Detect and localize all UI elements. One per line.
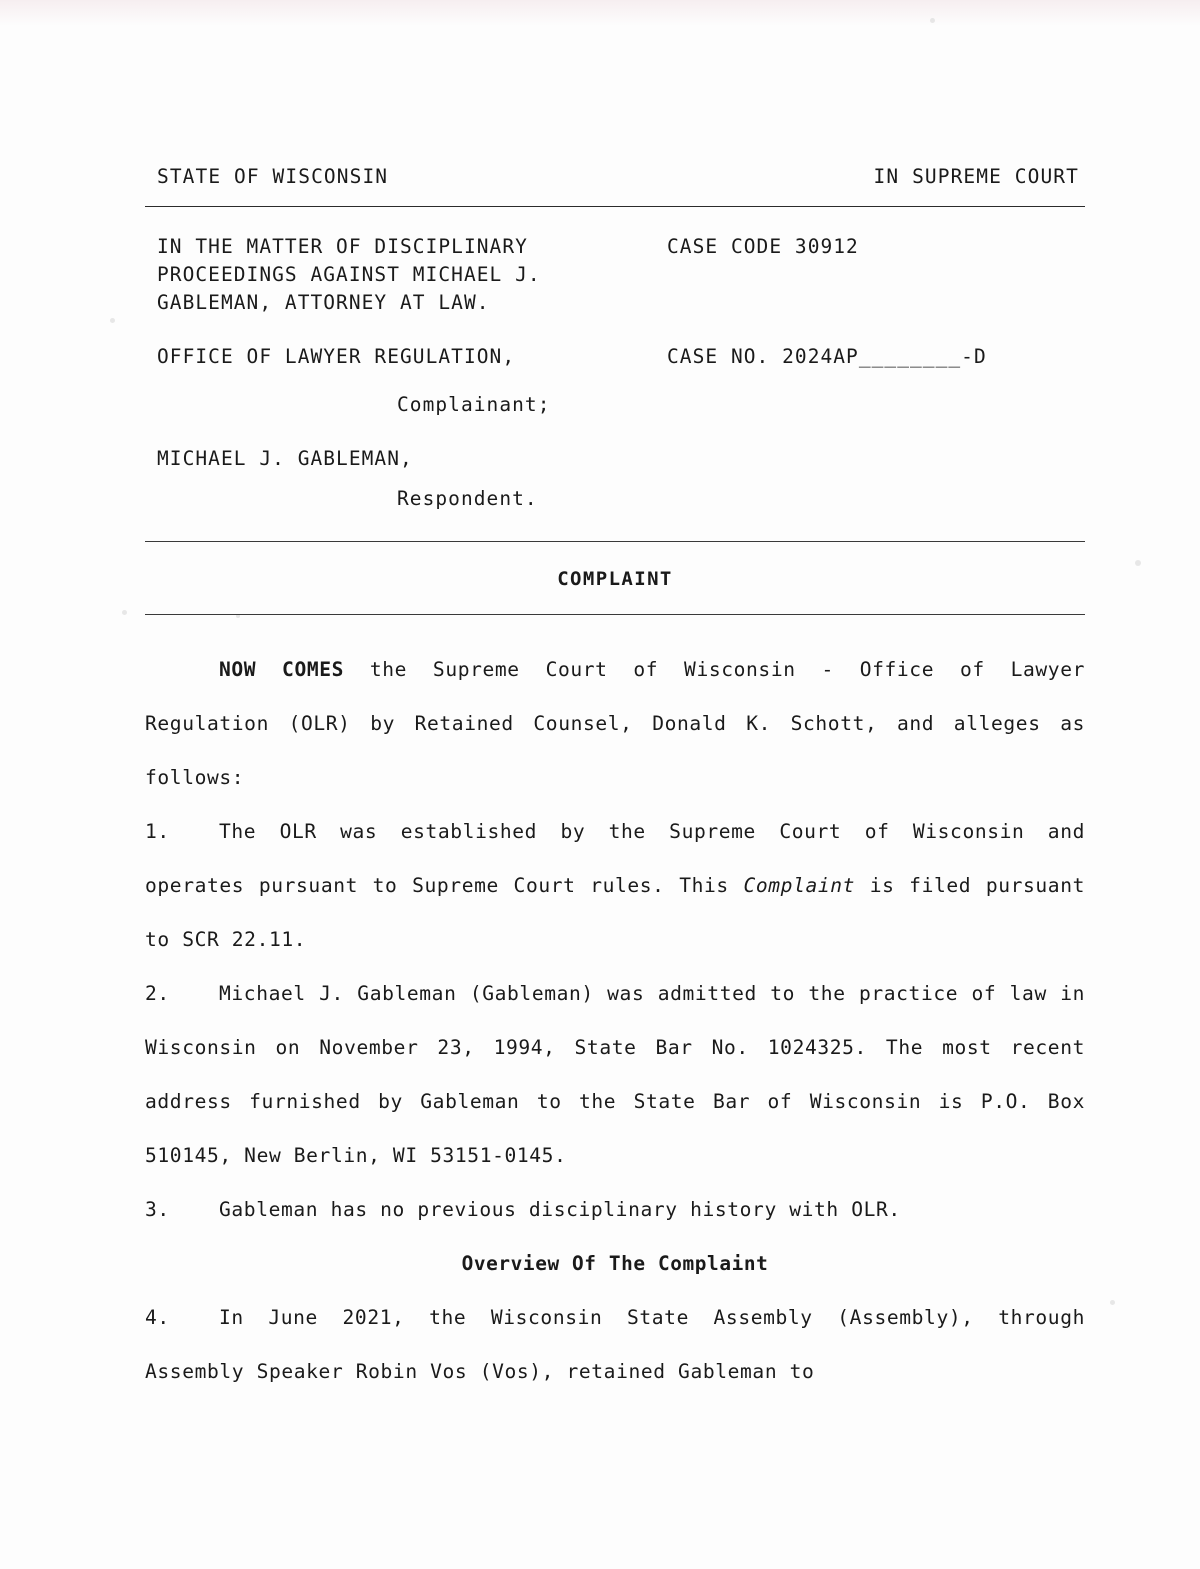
paragraph-text: In June 2021, the Wisconsin State Assembly (Assembly), through Assembly Speaker Robin Vos (Vos), retained Gableman to (145, 1306, 1085, 1383)
intro-lead-bold: NOW COMES (219, 658, 345, 681)
caption-matter-row (157, 233, 1085, 317)
intro-paragraph (145, 643, 1085, 805)
numbered-paragraph-4 (145, 1291, 1085, 1399)
paragraph-text: Gableman has no previous disciplinary history with OLR. (219, 1198, 901, 1221)
caption-complainant-row (157, 343, 1085, 371)
caption-matter (157, 233, 667, 317)
scan-speck (1110, 1300, 1115, 1305)
numbered-paragraph-1 (145, 805, 1085, 967)
respondent-party: MICHAEL J. GABLEMAN, (157, 447, 413, 470)
paragraph-text: Michael J. Gableman (Gableman) was admitted to the practice of law in Wisconsin on November 23, 1994, State Bar No. 1024325. The most recent address furnished by Gableman to the State Bar of Wisconsin is P.O. Box 510145, New Berlin, WI 53151-0145. (145, 982, 1085, 1167)
document-sheet (145, 165, 1085, 1399)
paragraph-text: The OLR was established by the Supreme Court of Wisconsin and operates pursuant to Supreme Court rules. This (145, 820, 1085, 897)
paragraph-number: 4. (145, 1306, 170, 1329)
scan-speck (930, 18, 935, 23)
complainant-label: Complainant; (397, 393, 551, 416)
numbered-paragraph-3 (145, 1183, 1085, 1237)
matter-line-2: PROCEEDINGS AGAINST MICHAEL J. (157, 263, 541, 286)
document-header (145, 165, 1085, 206)
respondent-label: Respondent. (397, 487, 538, 510)
numbered-paragraph-2 (145, 967, 1085, 1183)
paragraph-number: 1. (145, 820, 170, 843)
scan-speck (122, 610, 127, 615)
case-code: CASE CODE 30912 (667, 235, 859, 258)
matter-line-3: GABLEMAN, ATTORNEY AT LAW. (157, 291, 490, 314)
intro-lead-rest: the Supreme Court of Wisconsin - Office of Lawyer Regulation (OLR) by Retained Counsel, Donald K. Schott, and alleges as follows: (145, 658, 1085, 789)
document-body (145, 615, 1085, 1399)
paragraph-italic: Complaint (743, 874, 856, 897)
case-number: CASE NO. 2024AP________-D (667, 345, 987, 368)
paragraph-number: 2. (145, 982, 170, 1005)
case-caption (145, 207, 1085, 513)
header-state: STATE OF WISCONSIN (157, 165, 389, 188)
header-court: IN SUPREME COURT (873, 165, 1079, 188)
page-title: COMPLAINT (557, 568, 673, 590)
section-heading: Overview Of The Complaint (461, 1252, 769, 1275)
scan-speck (110, 318, 115, 323)
paragraph-number: 3. (145, 1198, 170, 1221)
scan-tint (0, 0, 1200, 26)
scan-speck (1135, 560, 1141, 566)
paragraph-text-cont: is filed pursuant to SCR 22.11. (145, 874, 1085, 951)
matter-line-1: IN THE MATTER OF DISCIPLINARY (157, 235, 528, 258)
complainant-party: OFFICE OF LAWYER REGULATION, (157, 345, 516, 368)
